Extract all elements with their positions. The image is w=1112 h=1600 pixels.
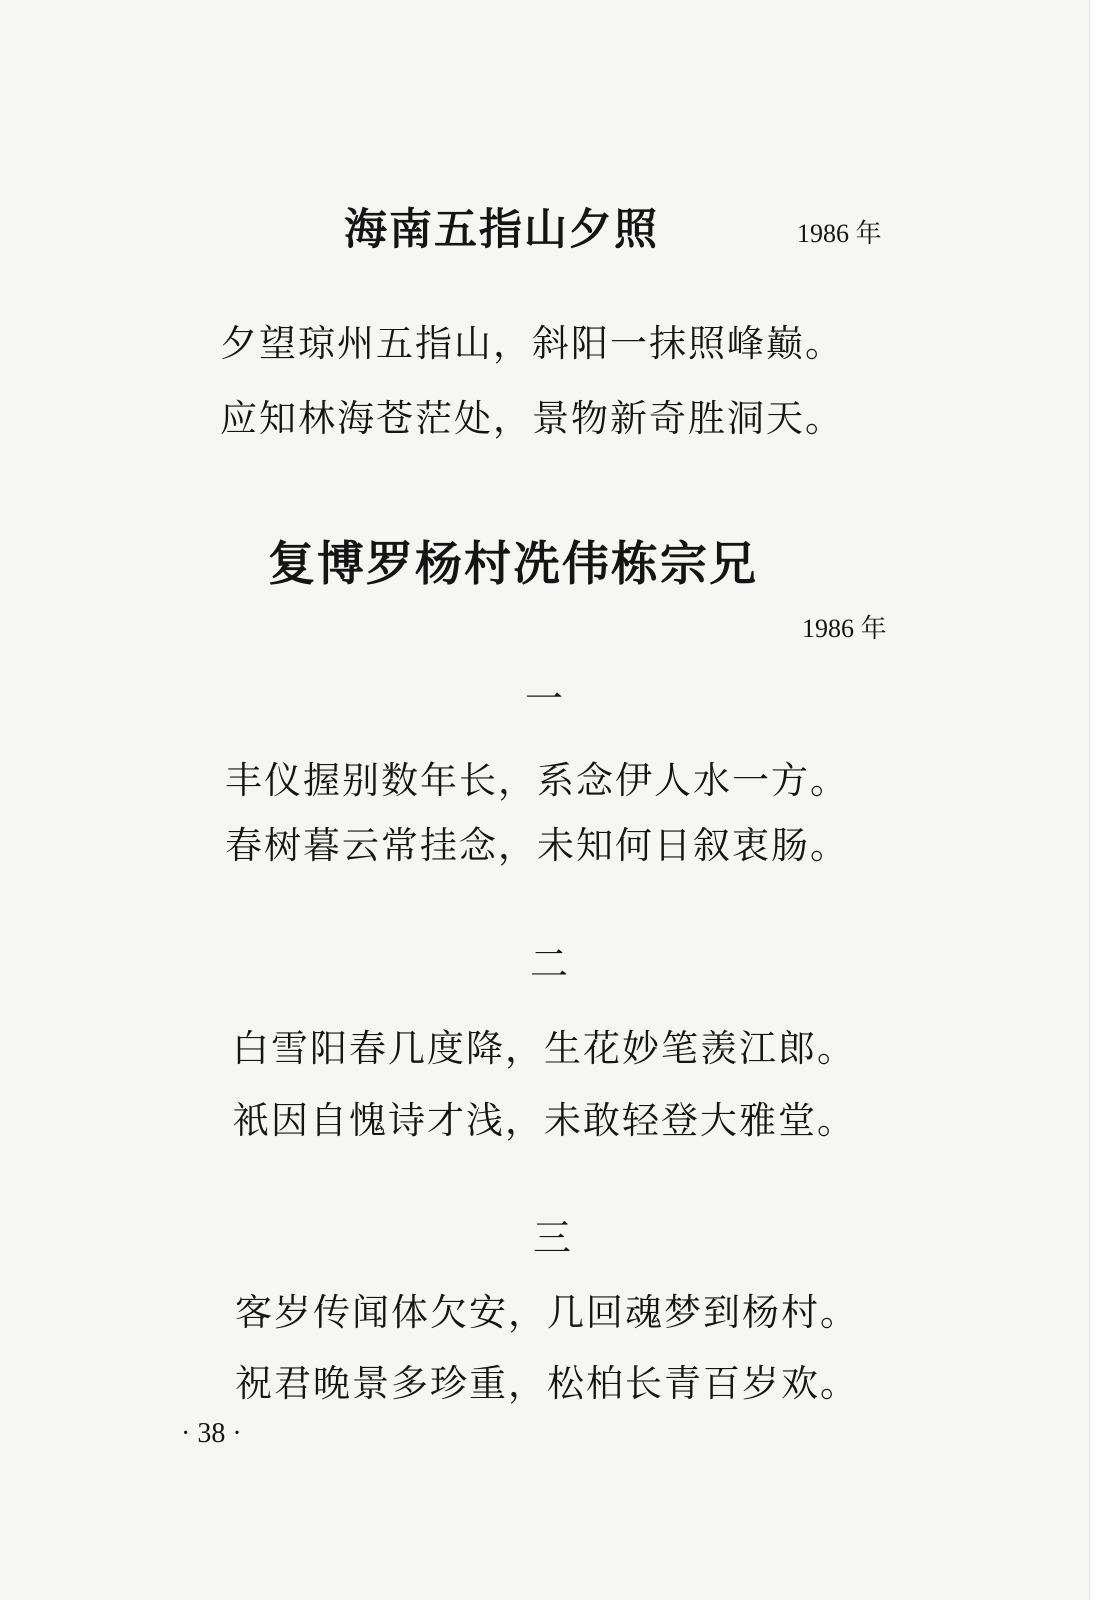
poem-line: 应知林海苍茫处，景物新奇胜洞天。 [220, 397, 844, 440]
poem-line: 祝君晚景多珍重，松柏长青百岁欢。 [235, 1362, 859, 1405]
poem-line: 衹因自愧诗才浅，未敢轻登大雅堂。 [232, 1099, 856, 1142]
poem-year: 1986 年 [797, 219, 882, 248]
poem-line: 白雪阳春几度降，生花妙笔羡江郎。 [232, 1027, 856, 1070]
poem-title: 海南五指山夕照 [344, 205, 659, 255]
section-number: 三 [533, 1216, 572, 1260]
section-number: 二 [530, 942, 569, 986]
page-edge [1089, 0, 1112, 1600]
poem-title: 复博罗杨村冼伟栋宗兄 [268, 537, 758, 592]
poem-year: 1986 年 [802, 614, 887, 643]
poem-line: 春树暮云常挂念，未知何日叙衷肠。 [225, 824, 849, 867]
page-number: · 38 · [181, 1418, 242, 1449]
poem-line: 夕望琼州五指山，斜阳一抹照峰巅。 [220, 322, 844, 365]
poem-line: 客岁传闻体欠安，几回魂梦到杨村。 [235, 1291, 859, 1334]
section-number: 一 [525, 677, 564, 721]
poem-line: 丰仪握别数年长，系念伊人水一方。 [225, 759, 849, 802]
